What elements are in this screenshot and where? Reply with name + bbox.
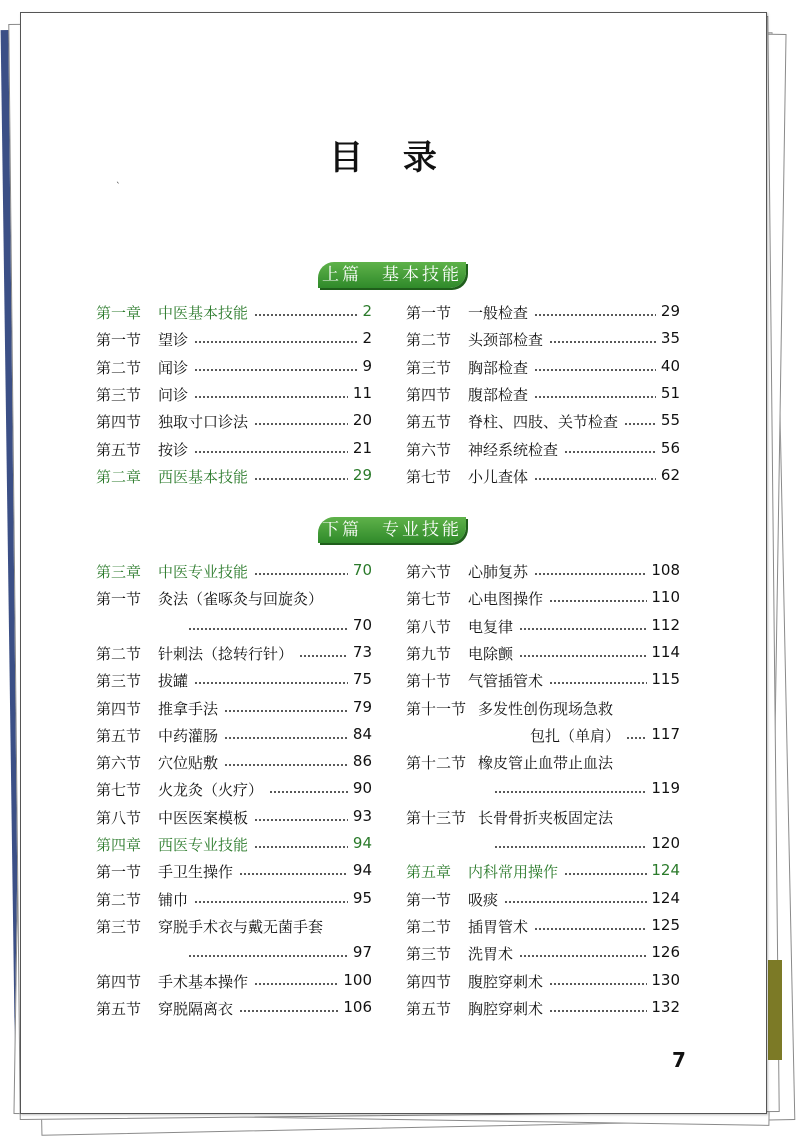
toc-section-row[interactable] <box>406 561 680 581</box>
toc-page-number: 126 <box>651 943 680 962</box>
toc-label: 第一节 <box>406 890 452 909</box>
toc-label: 第五节 <box>406 999 452 1018</box>
dot-leader <box>494 846 647 848</box>
toc-label: 第七节 <box>96 781 142 800</box>
toc-section-row[interactable] <box>96 670 372 690</box>
toc-label: 第六节 <box>406 563 452 581</box>
toc-label: 第一节 <box>406 304 452 322</box>
dot-leader <box>504 901 647 903</box>
toc-section-row[interactable] <box>96 971 372 991</box>
toc-section-row[interactable] <box>406 889 680 909</box>
toc-section-row[interactable] <box>96 916 372 936</box>
toc-section-row[interactable] <box>406 943 680 963</box>
toc-section-row[interactable] <box>406 698 680 718</box>
toc-page-number: 75 <box>352 670 372 689</box>
dot-leader <box>534 928 647 930</box>
toc-page-number: 130 <box>651 970 680 989</box>
toc-title: 西医基本技能 <box>158 467 249 486</box>
toc-label: 第三节 <box>406 358 452 377</box>
toc-section-row[interactable] <box>96 411 372 431</box>
toc-page-number: 29 <box>352 465 372 484</box>
dot-leader <box>626 737 647 739</box>
toc-section-row[interactable] <box>406 752 680 772</box>
dot-leader <box>194 341 357 343</box>
dot-leader <box>239 873 348 875</box>
toc-label: 第五节 <box>96 440 142 459</box>
dot-leader <box>194 901 348 903</box>
toc-section-row[interactable] <box>406 357 680 377</box>
toc-label: 第二节 <box>406 331 452 350</box>
toc-section-row[interactable] <box>406 466 680 486</box>
dot-leader <box>254 423 348 425</box>
toc-section-row[interactable] <box>406 971 680 991</box>
toc-label: 第四节 <box>406 385 452 404</box>
toc-page-number: 62 <box>660 465 680 484</box>
toc-section-row[interactable] <box>96 725 372 745</box>
toc-page-number: 125 <box>651 915 680 934</box>
toc-title: 按诊 <box>158 440 189 459</box>
toc-title: 穴位贴敷 <box>158 754 219 773</box>
toc-title: 橡皮管止血带止血法 <box>478 754 614 773</box>
dot-leader <box>549 983 647 985</box>
dot-leader <box>254 314 357 316</box>
dot-leader <box>534 369 656 371</box>
dot-leader <box>254 478 348 480</box>
toc-section-row[interactable] <box>406 302 680 322</box>
toc-page-number: 51 <box>660 383 680 402</box>
book-edge <box>768 960 782 1060</box>
toc-title: 穿脱隔离衣 <box>158 999 234 1018</box>
toc-title: 腹部检查 <box>468 385 529 404</box>
toc-section-row[interactable] <box>96 384 372 404</box>
toc-label: 第三节 <box>96 672 142 691</box>
toc-section-row[interactable] <box>96 643 372 663</box>
toc-label: 第三节 <box>406 945 452 964</box>
toc-title: 手卫生操作 <box>158 863 234 882</box>
toc-page-number: 94 <box>352 861 372 880</box>
toc-label: 第三章 <box>96 563 142 581</box>
toc-section-row[interactable] <box>406 779 680 799</box>
toc-label: 第四节 <box>96 413 142 432</box>
toc-page-number: 73 <box>352 642 372 661</box>
toc-title: 拔罐 <box>158 672 189 691</box>
toc-page-number: 97 <box>352 943 372 962</box>
toc-page-number: 79 <box>352 697 372 716</box>
toc-page-number: 100 <box>343 970 372 989</box>
dot-leader <box>188 628 348 630</box>
page-title: 目 录 <box>329 138 451 178</box>
toc-label: 第三节 <box>96 917 142 936</box>
toc-title: 闻诊 <box>158 358 189 377</box>
dot-leader <box>269 791 348 793</box>
toc-title: 灸法（雀啄灸与回旋灸） <box>158 590 324 609</box>
dot-leader <box>534 478 656 480</box>
toc-label: 第五节 <box>406 413 452 432</box>
toc-title: 心电图操作 <box>468 590 544 609</box>
toc-page-number: 117 <box>651 724 680 743</box>
dot-leader <box>224 764 348 766</box>
toc-label: 第二节 <box>96 644 142 663</box>
toc-page-number: 124 <box>651 861 680 880</box>
toc-page-number: 40 <box>660 356 680 375</box>
toc-title: 头颈部检查 <box>468 331 544 350</box>
toc-section-row[interactable] <box>96 943 372 963</box>
toc-section-row[interactable] <box>96 329 372 349</box>
toc-title: 中医基本技能 <box>158 304 249 322</box>
toc-page-number: 70 <box>352 561 372 579</box>
dot-leader <box>254 573 348 575</box>
toc-title: 中医医案模板 <box>158 808 249 827</box>
toc-label: 第六节 <box>406 440 452 459</box>
toc-page-number: 11 <box>352 383 372 402</box>
toc-label: 第八节 <box>96 808 142 827</box>
dot-leader <box>519 955 647 957</box>
dot-leader <box>188 955 348 957</box>
toc-section-row[interactable] <box>96 439 372 459</box>
toc-label: 第八节 <box>406 617 452 636</box>
toc-section-row[interactable] <box>96 889 372 909</box>
toc-chapter-row[interactable] <box>406 861 680 881</box>
toc-label: 第十三节 <box>406 808 467 827</box>
toc-section-row[interactable] <box>406 807 680 827</box>
toc-title: 内科常用操作 <box>468 863 559 882</box>
toc-page-number: 86 <box>352 752 372 771</box>
toc-title: 脊柱、四肢、关节检查 <box>468 413 619 432</box>
toc-page-number: 90 <box>352 779 372 798</box>
toc-title: 洗胃术 <box>468 945 514 964</box>
toc-chapter-row[interactable] <box>96 466 372 486</box>
dot-leader <box>564 873 647 875</box>
toc-title: 电除颤 <box>468 644 514 663</box>
dot-leader <box>519 655 647 657</box>
dot-leader <box>549 341 656 343</box>
toc-section-row[interactable] <box>406 998 680 1018</box>
toc-section-row[interactable] <box>406 616 680 636</box>
dot-leader <box>254 819 348 821</box>
toc-title: 腹腔穿刺术 <box>468 972 544 991</box>
toc-page-number: 2 <box>362 302 372 320</box>
toc-section-row[interactable] <box>96 807 372 827</box>
toc-label: 第六节 <box>96 754 142 773</box>
toc-label: 第十节 <box>406 672 452 691</box>
toc-label: 第二节 <box>96 890 142 909</box>
toc-page-number: 95 <box>352 888 372 907</box>
dot-leader <box>224 710 348 712</box>
toc-title: 神经系统检查 <box>468 440 559 459</box>
dot-leader <box>254 983 339 985</box>
toc-label: 第一节 <box>96 331 142 350</box>
toc-section-row[interactable] <box>96 588 372 608</box>
toc-title: 火龙灸（火疗） <box>158 781 264 800</box>
toc-title: 针刺法（捻转行针） <box>158 644 294 663</box>
toc-section-row[interactable] <box>406 916 680 936</box>
dot-leader <box>534 573 647 575</box>
toc-title: 插胃管术 <box>468 917 529 936</box>
dot-leader <box>549 1010 647 1012</box>
toc-title: 吸痰 <box>468 890 499 909</box>
toc-label: 第一节 <box>96 590 142 609</box>
toc-page-number: 70 <box>352 615 372 634</box>
toc-page-number: 94 <box>352 834 372 852</box>
toc-label: 第十一节 <box>406 699 467 718</box>
dot-leader <box>624 423 656 425</box>
toc-page-number: 20 <box>352 411 372 430</box>
dot-leader <box>194 396 348 398</box>
toc-label: 第四节 <box>96 699 142 718</box>
toc-title: 独取寸口诊法 <box>158 413 249 432</box>
dot-leader <box>549 600 647 602</box>
dot-leader <box>194 451 348 453</box>
toc-page-number: 84 <box>352 724 372 743</box>
toc-title: 气管插管术 <box>468 672 544 691</box>
toc-title: 望诊 <box>158 331 189 350</box>
toc-label: 第四节 <box>96 972 142 991</box>
toc-title: 胸部检查 <box>468 358 529 377</box>
toc-label: 第七节 <box>406 467 452 486</box>
toc-page-number: 112 <box>651 615 680 634</box>
print-mark: ` <box>116 182 121 192</box>
toc-page-number: 132 <box>651 997 680 1016</box>
toc-section-row[interactable] <box>96 998 372 1018</box>
toc-page-number: 106 <box>343 997 372 1016</box>
toc-label: 第四章 <box>96 836 142 854</box>
toc-page-number: 35 <box>660 329 680 348</box>
toc-section-row[interactable] <box>406 725 680 745</box>
toc-title: 穿脱手术衣与戴无菌手套 <box>158 917 324 936</box>
toc-section-row[interactable] <box>406 834 680 854</box>
toc-title: 一般检查 <box>468 304 529 322</box>
toc-title: 中医专业技能 <box>158 563 249 581</box>
toc-label: 第二章 <box>96 467 142 486</box>
toc-section-row[interactable] <box>406 329 680 349</box>
toc-label: 第十二节 <box>406 754 467 773</box>
toc-section-row[interactable] <box>406 384 680 404</box>
toc-title: 问诊 <box>158 385 189 404</box>
toc-section-row[interactable] <box>406 439 680 459</box>
toc-page-number: 2 <box>362 329 372 348</box>
toc-section-row[interactable] <box>406 411 680 431</box>
dot-leader <box>534 314 656 316</box>
toc-chapter-row[interactable] <box>96 834 372 854</box>
dot-leader <box>194 682 348 684</box>
dot-leader <box>494 791 647 793</box>
toc-title: 铺巾 <box>158 890 189 909</box>
toc-label: 第五节 <box>96 726 142 745</box>
toc-section-row[interactable] <box>406 588 680 608</box>
toc-title: 西医专业技能 <box>158 836 249 854</box>
toc-title: 长骨骨折夹板固定法 <box>478 808 614 827</box>
part-header-basic: 上篇 基本技能 <box>318 262 466 288</box>
toc-chapter-row[interactable] <box>96 561 372 581</box>
toc-section-row[interactable] <box>96 698 372 718</box>
toc-page-number: 56 <box>660 438 680 457</box>
toc-title: 包扎（单肩） <box>530 726 621 745</box>
toc-title: 电复律 <box>468 617 514 636</box>
toc-page-number: 119 <box>651 779 680 798</box>
toc-page-number: 108 <box>651 561 680 579</box>
toc-page-number: 115 <box>651 670 680 689</box>
toc-section-row[interactable] <box>96 616 372 636</box>
toc-page-number: 114 <box>651 642 680 661</box>
dot-leader <box>299 655 348 657</box>
dot-leader <box>534 396 656 398</box>
dot-leader <box>224 737 348 739</box>
toc-section-row[interactable] <box>406 670 680 690</box>
toc-section-row[interactable] <box>406 643 680 663</box>
part-header-professional: 下篇 专业技能 <box>318 517 466 543</box>
dot-leader <box>239 1010 339 1012</box>
toc-label: 第一节 <box>96 863 142 882</box>
toc-title: 推拿手法 <box>158 699 219 718</box>
toc-title: 心肺复苏 <box>468 563 529 581</box>
toc-label: 第二节 <box>96 358 142 377</box>
dot-leader <box>254 846 348 848</box>
toc-label: 第四节 <box>406 972 452 991</box>
toc-title: 多发性创伤现场急救 <box>478 699 614 718</box>
toc-page-number: 29 <box>660 302 680 320</box>
toc-title: 手术基本操作 <box>158 972 249 991</box>
toc-section-row[interactable] <box>96 779 372 799</box>
toc-label: 第一章 <box>96 304 142 322</box>
toc-label: 第三节 <box>96 385 142 404</box>
dot-leader <box>549 682 647 684</box>
toc-title: 小儿查体 <box>468 467 529 486</box>
toc-label: 第七节 <box>406 590 452 609</box>
toc-page-number: 55 <box>660 411 680 430</box>
toc-page-number: 110 <box>651 588 680 607</box>
dot-leader <box>519 628 647 630</box>
toc-section-row[interactable] <box>96 861 372 881</box>
toc-page-number: 124 <box>651 888 680 907</box>
toc-page-number: 21 <box>352 438 372 457</box>
toc-page-number: 120 <box>651 834 680 852</box>
toc-title: 胸腔穿刺术 <box>468 999 544 1018</box>
toc-label: 第二节 <box>406 917 452 936</box>
toc-chapter-row[interactable] <box>96 302 372 322</box>
page-number: 7 <box>672 1048 686 1072</box>
toc-label: 第九节 <box>406 644 452 663</box>
dot-leader <box>564 451 656 453</box>
toc-section-row[interactable] <box>96 752 372 772</box>
toc-label: 第五节 <box>96 999 142 1018</box>
toc-title: 中药灌肠 <box>158 726 219 745</box>
toc-page-number: 9 <box>362 356 372 375</box>
toc-section-row[interactable] <box>96 357 372 377</box>
toc-page-number: 93 <box>352 806 372 825</box>
toc-label: 第五章 <box>406 863 452 882</box>
dot-leader <box>194 369 357 371</box>
